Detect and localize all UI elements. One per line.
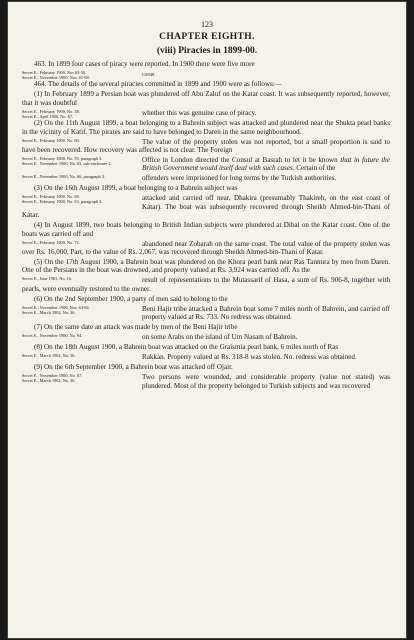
case-6	[22, 305, 390, 323]
chapter-heading: CHAPTER EIGHTH.	[159, 32, 255, 42]
case-6-text: (6) On the 2nd September 1900, a party of men said to belong to the	[34, 294, 228, 303]
case-2-text: (2) On the 11th August 1899, a boat belonging to a Bahrein subject was attacked and plundered near the Shukta pearl banks in the vicinity of Katif. The pirates are said to have belonged to Daren in the same neighbourhood.	[22, 119, 390, 136]
case-1	[22, 109, 390, 119]
case-2	[22, 138, 390, 185]
paragraph-463: 463. In 1899 four cases of piracy were reported. In 1900 there were five more	[34, 60, 255, 68]
page-number: 123	[201, 20, 213, 29]
paragraph-463-refs	[22, 70, 390, 80]
case-4	[22, 240, 390, 258]
margin-references: Secret E., February 1900, No. 58. Secret E., April 1900, No. 67.	[22, 108, 80, 119]
margin-references: Secret E., June 1901, No. 16.	[22, 276, 73, 282]
margin-references: Secret E., February 1900, No. 60.	[22, 137, 80, 143]
margin-references: Secret E., November 1900, No. 67. Secret E., March 1902, No. 36.	[22, 373, 83, 383]
reference-number: CS948.	[142, 72, 156, 77]
case-8-rest: Rakkan. Property valued at Rs. 318-8 was stolen. No. redress was obtained.	[142, 353, 357, 362]
case-5-text: (5) On the 17th August 1900, a Bahrein boat was plundered on the Khora pearl bank near Ras Tannura by men from Daren. One of the Persians in the boat was drowned, and property valued at Rs. 3,924 was carried off. As the	[22, 258, 390, 275]
case-4-text: (4) In August 1899, two boats belonging to British Indian subjects were plundered at Dibal on the Katar coast. One of the boats was carried off and	[22, 221, 390, 238]
margin-references: Secret E., November 1900, Nos. 63-84. Secret E., March 1902, No. 36.	[22, 304, 90, 315]
document-page	[8, 2, 406, 638]
case-7-rest: on some Arabs on the island of Um Nasam of Bahrein.	[142, 333, 298, 342]
case-8	[22, 353, 390, 363]
case-2-rest-2: Office in London directed the Consul at Basrah to let it be known that in future the British Government would itself deal with such cases. Certain of the	[142, 156, 390, 173]
case-7	[22, 333, 390, 343]
case-6-rest: Beni Hajir tribe attacked a Bahrein boat some 7 miles north of Bahrein, and carried off property valued at Rs. 733. No redress was obtained.	[142, 304, 390, 322]
case-5	[22, 276, 390, 294]
case-9-text: (9) On the 6th September 1900, a Bahrein boat was attacked off Ojair.	[34, 363, 233, 372]
case-3	[22, 194, 390, 221]
case-2-rest-1: The value of the property stolen was not reported, but a small proportion is said to have been recovered. How recovery was affected is not clear. The Foreign	[22, 137, 390, 155]
case-9	[22, 373, 390, 391]
section-title: (viii) Piracies in 1899-00.	[156, 46, 258, 56]
margin-references: Secret E., February 1900, No. 68. Secret E., February 1900, No. 63, paragraph 3.	[22, 194, 103, 205]
document-body	[22, 60, 390, 392]
margin-references: Secret E., February 1900, Nos 63-50. Secret E., November 1900, Nos. 61-68.	[22, 70, 90, 80]
margin-references: Secret E., November 1900, No. 66, paragraph 3.	[22, 174, 105, 180]
case-8-text: (8) On the 18th August 1900, a Bahrein boat was attacked on the Graismia pearl bank, 6 miles north of Ras	[34, 343, 339, 352]
case-3-text: (3) On the 16th August 1899, a boat belonging to a Bahrein subject was	[34, 184, 238, 193]
case-4-rest: abandoned near Zobarah on the same coast. The total value of the property stolen was over Rs. 16,000. Part, to the value of Rs. 2,067, was recovered through Sheikh Ahmed-bin-Thani of Katar.	[22, 239, 390, 257]
margin-references: Secret E., November 1900, No. 94.	[22, 333, 83, 339]
margin-references: Secret E., February 1900, No. 59, paragraph 3. Secret E., November 1900, No. 63, sub-enclosure 2.	[22, 156, 112, 166]
margin-references: Secret E., February 1900, No. 72.	[22, 239, 80, 245]
case-1-rest: whether this was genuine case of piracy.	[142, 108, 257, 117]
paragraph-464: 464. The details of the several piracies committed in 1899 and 1900 were as follows:—	[34, 80, 282, 89]
case-1-text: (1) In February 1899 a Persian boat was plundered off Abu Zaluf on the Katar coast. It was subsequently reported, however, that it was doubtful	[22, 90, 390, 107]
case-9-rest: Two persons were wounded, and considerable property (value not stated) was plundered. Most of the property belonged to Turkish subjects and was recovered	[142, 373, 390, 390]
case-3-rest: attacked and carried off near, Dhakira (presumably Thakireh, on the east coast of Katar). The boat was subsequently recovered through Sheikh Ahmed-bin-Thani of Katar.	[22, 194, 390, 220]
case-2-rest-3: offenders were imprisoned for long terms by the Turkish authorities.	[142, 174, 337, 183]
case-7-text: (7) On the same date an attack was made by men of the Beni Hajir tribe	[34, 323, 238, 332]
margin-references: Secret E., March 1902, No. 36.	[22, 353, 76, 359]
case-5-rest: result of representations to the Mutassarif of Hasa, a sum of Rs. 906-8, together with pearls, were eventually restored to the owner.	[22, 276, 390, 293]
